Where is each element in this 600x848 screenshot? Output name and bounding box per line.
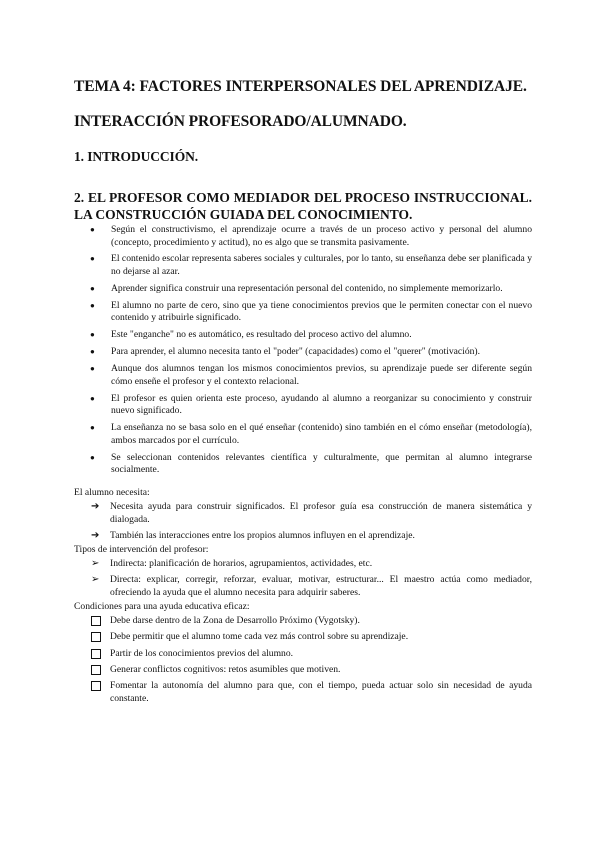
- checkbox-icon: [91, 649, 101, 659]
- list-item: ● Este "enganche" no es automático, es resultado del proceso activo del alumno.: [90, 329, 412, 341]
- list-item: ● Según el constructivismo, el aprendizaje ocurre a través de un proceso activo y personal del alumno (concepto, procedimiento y actitud), no es algo que se transmita pasivamente.: [90, 224, 532, 248]
- needs-list: [74, 501, 532, 546]
- bullet-icon: ●: [90, 225, 95, 234]
- list-item: ● El alumno no parte de cero, sino que ya tiene conocimientos previos que le permiten conectar con el nuevo contenido y atribuirle significado.: [90, 299, 532, 324]
- pointer-arrow-icon: ➢: [91, 574, 100, 586]
- list-item: ➔ También las interacciones entre los propios alumnos influyen en el aprendizaje.: [91, 529, 415, 541]
- list-item: ➔ Necesita ayuda para construir significados. El profesor guía esa construcción de manera sistemática y dialogada.: [91, 501, 532, 525]
- bullet-icon: ●: [90, 330, 95, 340]
- bullet-icon: ●: [90, 347, 95, 357]
- document-subtitle: INTERACCIÓN PROFESORADO/ALUMNADO.: [74, 113, 407, 130]
- bullet-icon: ●: [90, 300, 95, 310]
- list-item: Debe permitir que el alumno tome cada vez más control sobre su aprendizaje.: [74, 631, 532, 644]
- list-item: Partir de los conocimientos previos del alumno.: [74, 648, 532, 661]
- section-heading-profesor-mediador: 2. EL PROFESOR COMO MEDIADOR DEL PROCESO INSTRUCCIONAL. LA CONSTRUCCIÓN GUIADA DEL CONOCIMIENTO.: [74, 190, 532, 222]
- bullet-icon: ●: [90, 283, 95, 293]
- arrow-right-icon: ➔: [91, 501, 100, 512]
- checkbox-icon: [91, 632, 101, 642]
- list-item: ● La enseñanza no se basa solo en el qué enseñar (contenido) sino también en el cómo enseñar (metodología), ambos marcados por el currículo.: [90, 422, 532, 446]
- bullet-icon: ●: [90, 452, 95, 462]
- pointer-arrow-icon: ➢: [91, 558, 100, 569]
- list-item: ● Aunque dos alumnos tengan los mismos conocimientos previos, su aprendizaje puede ser diferente según cómo enseñe el profesor y el contexto relacional.: [90, 363, 532, 387]
- list-item: ➢ Directa: explicar, corregir, reforzar, evaluar, motivar, estructurar... El maestro actúa como mediador, ofreciendo la ayuda que el alumno necesita para adquirir saberes.: [91, 574, 532, 598]
- constructivism-bullet-list: [74, 224, 532, 481]
- list-item: ➢ Indirecta: planificación de horarios, agrupamientos, actividades, etc.: [91, 558, 373, 569]
- conditions-checklist: [74, 615, 532, 709]
- needs-lead-text: El alumno necesita:: [74, 487, 150, 498]
- list-item: Generar conflictos cognitivos: retos asumibles que motiven.: [74, 664, 532, 677]
- interventions-list: [74, 558, 532, 603]
- section-heading-introduccion: 1. INTRODUCCIÓN.: [74, 149, 199, 164]
- bullet-icon: ●: [90, 364, 95, 374]
- arrow-right-icon: ➔: [91, 529, 100, 541]
- conditions-lead-text: Condiciones para una ayuda educativa eficaz:: [74, 601, 250, 612]
- list-item: ● El profesor es quien orienta este proceso, ayudando al alumno a reorganizar su conocimiento y construir nuevo significado.: [90, 392, 532, 417]
- bullet-icon: ●: [90, 393, 95, 403]
- list-item: ● Se seleccionan contenidos relevantes científica y culturalmente, que permitan al alumno integrarse socialmente.: [90, 451, 532, 476]
- bullet-icon: ●: [90, 254, 95, 264]
- document-title: TEMA 4: FACTORES INTERPERSONALES DEL APRENDIZAJE.: [74, 78, 527, 95]
- bullet-icon: ●: [90, 423, 95, 433]
- checkbox-icon: [91, 616, 101, 626]
- checkbox-icon: [91, 681, 101, 691]
- checkbox-icon: [91, 665, 101, 675]
- list-item: ● Aprender significa construir una representación personal del contenido, no simplemente memorizarlo.: [90, 282, 503, 294]
- interventions-lead-text: Tipos de intervención del profesor:: [74, 544, 209, 555]
- list-item: ● Para aprender, el alumno necesita tanto el "poder" (capacidades) como el "querer" (motivación).: [90, 346, 481, 358]
- list-item: ● El contenido escolar representa saberes sociales y culturales, por lo tanto, su enseñanza debe ser planificada y no dejarse al azar.: [90, 253, 532, 278]
- list-item: Fomentar la autonomía del alumno para que, con el tiempo, pueda actuar solo sin necesidad de ayuda constante.: [74, 680, 532, 705]
- list-item: Debe darse dentro de la Zona de Desarrollo Próximo (Vygotsky).: [74, 615, 532, 628]
